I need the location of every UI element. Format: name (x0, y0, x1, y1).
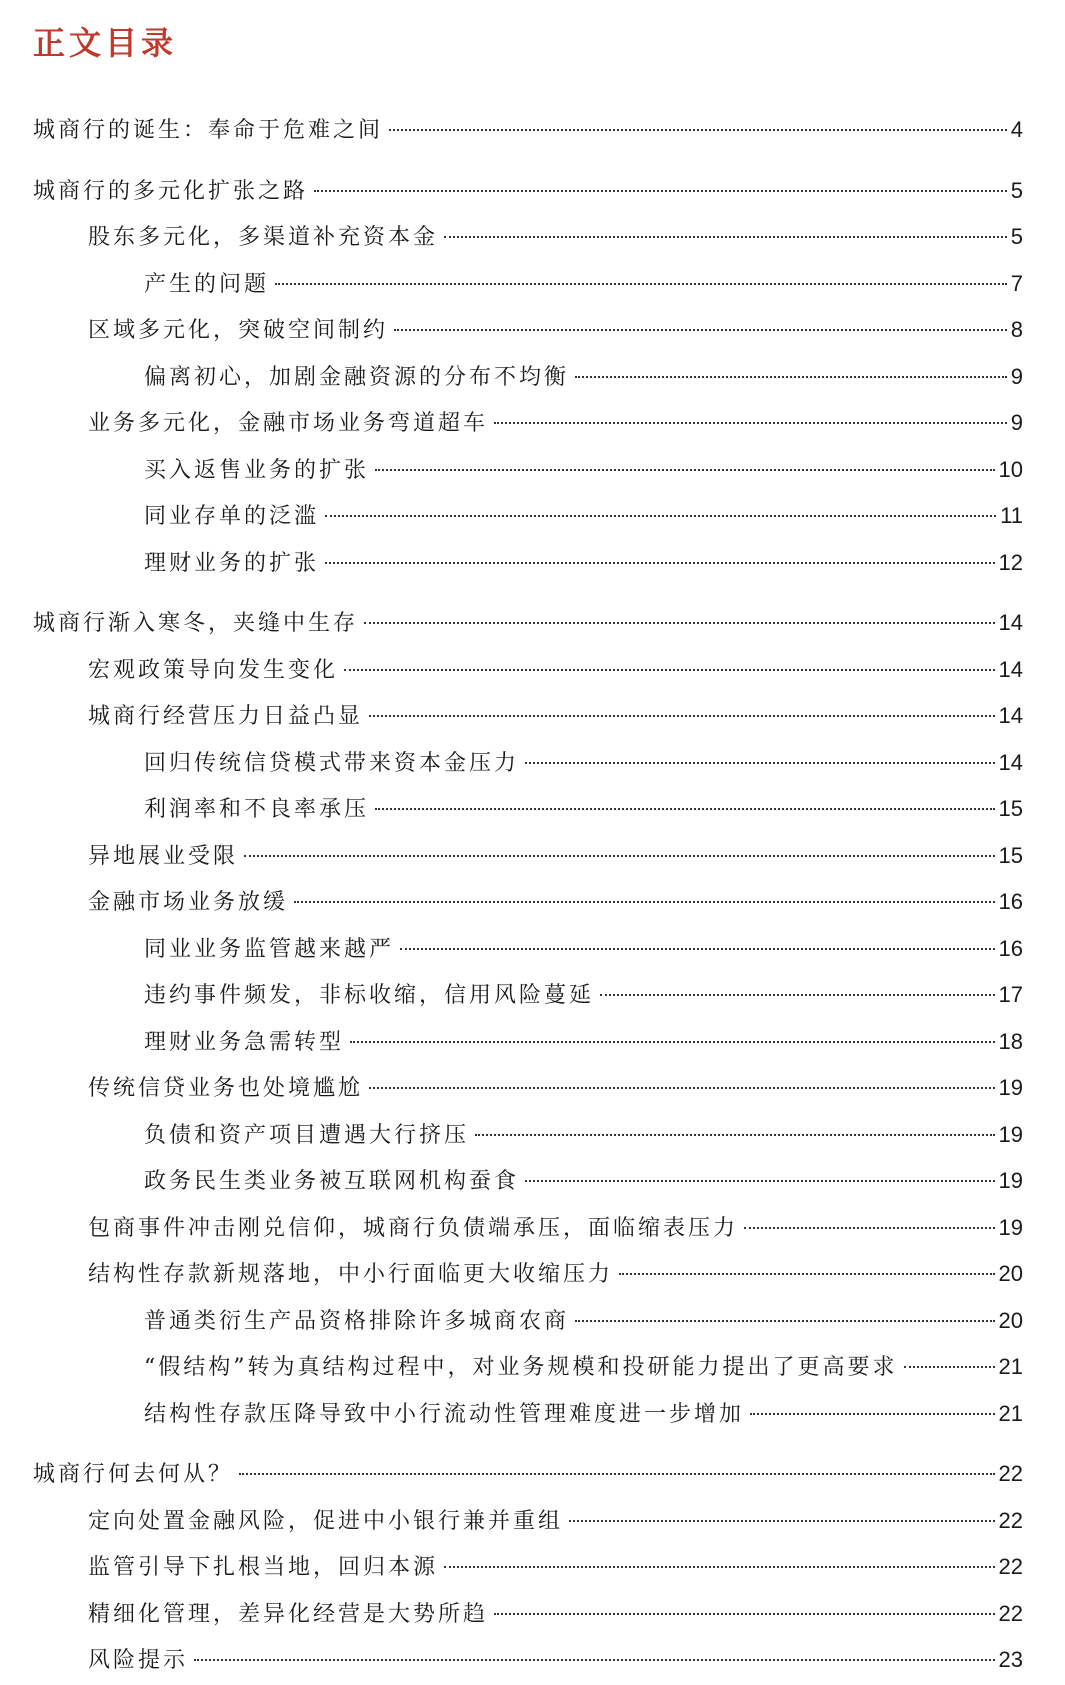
toc-entry[interactable] (33, 1451, 1023, 1498)
toc-leader-dots (750, 1413, 995, 1415)
toc-entry[interactable] (33, 493, 1023, 540)
toc-entry[interactable] (33, 926, 1023, 973)
toc-leader-dots (375, 808, 995, 810)
toc-entry[interactable] (33, 1158, 1023, 1205)
toc-entry[interactable] (33, 833, 1023, 880)
toc-page-number: 22 (998, 1507, 1023, 1533)
toc-page-number: 7 (1010, 270, 1023, 296)
toc-entry[interactable] (33, 693, 1023, 740)
toc-entry-text: 股东多元化，多渠道补充资本金 (88, 225, 439, 250)
toc-entry-text: 政务民生类业务被互联网机构蚕食 (144, 1169, 520, 1194)
toc-entry-text: 产生的问题 (144, 271, 270, 297)
toc-entry[interactable] (33, 307, 1023, 354)
toc-page-number: 14 (998, 703, 1023, 728)
toc-entry-text: 区域多元化，突破空间制约 (88, 318, 389, 343)
toc-page-number: 22 (998, 1600, 1023, 1626)
toc-entry-text: 城商行渐入寒冬，夹缝中生存 (33, 611, 359, 636)
toc-page-number: 16 (998, 889, 1023, 914)
toc-entry[interactable] (33, 786, 1023, 833)
toc-page-number: 11 (1000, 503, 1023, 528)
toc-leader-dots (569, 1520, 995, 1522)
toc-leader-dots (525, 762, 995, 764)
toc-leader-dots (244, 855, 995, 857)
toc-entry-text: 宏观政策导向发生变化 (88, 657, 339, 683)
toc-entry-text: 业务多元化，金融市场业务弯道超车 (88, 411, 489, 436)
toc-entry-text: 风险提示 (88, 1648, 189, 1673)
toc-entry-text: 金融市场业务放缓 (88, 890, 289, 915)
toc-leader-dots (239, 1473, 995, 1475)
toc-leader-dots (575, 376, 1007, 378)
toc-leader-dots (275, 283, 1007, 285)
toc-page-number: 9 (1010, 410, 1023, 435)
toc-page-number: 4 (1010, 117, 1023, 142)
toc-entry-text: 偏离初心，加剧金融资源的分布不均衡 (144, 364, 570, 390)
toc-entry[interactable] (33, 1251, 1023, 1298)
toc-leader-dots (194, 1659, 995, 1661)
toc-page-number: 19 (998, 1075, 1023, 1100)
toc-leader-dots (494, 1613, 995, 1615)
toc-page-number: 22 (998, 1554, 1023, 1579)
toc-entry[interactable] (33, 972, 1023, 1019)
toc-entry-text: 利润率和不良率承压 (144, 797, 370, 822)
toc-leader-dots (394, 329, 1007, 331)
toc-leader-dots (375, 469, 995, 471)
toc-entry-text: 结构性存款新规落地，中小行面临更大收缩压力 (88, 1262, 614, 1287)
toc-leader-dots (350, 1041, 995, 1043)
toc-page-number: 23 (998, 1647, 1023, 1672)
toc-entry[interactable] (33, 354, 1023, 401)
toc-entry[interactable] (33, 1112, 1023, 1159)
toc-entry-text: “假结构”转为真结构过程中，对业务规模和投研能力提出了更高要求 (144, 1355, 898, 1380)
toc-entry-text: 包商事件冲击刚兑信仰，城商行负债端承压，面临缩表压力 (88, 1215, 739, 1241)
toc-leader-dots (325, 562, 995, 564)
toc-page-number: 10 (998, 456, 1023, 482)
toc-leader-dots (744, 1227, 995, 1229)
toc-entry-text: 监管引导下扎根当地，回归本源 (88, 1555, 439, 1580)
toc-entry[interactable] (33, 1498, 1023, 1545)
toc-entry[interactable] (33, 1019, 1023, 1066)
toc-leader-dots (575, 1320, 995, 1322)
toc-page-number: 20 (998, 1261, 1023, 1286)
toc-entry[interactable] (33, 1637, 1023, 1684)
toc-entry[interactable] (33, 740, 1023, 787)
toc-leader-dots (600, 994, 995, 996)
toc-entry[interactable] (33, 647, 1023, 694)
toc-leader-dots (314, 190, 1007, 192)
toc-leader-dots (369, 715, 995, 717)
toc-page-number: 20 (998, 1307, 1023, 1333)
toc-entry-text: 城商行的诞生：奉命于危难之间 (33, 118, 384, 143)
toc-entry-text: 负债和资产项目遭遇大行挤压 (144, 1122, 470, 1148)
toc-page-number: 19 (998, 1214, 1023, 1240)
toc-entry[interactable] (33, 879, 1023, 926)
toc-leader-dots (389, 129, 1007, 131)
toc-page-number: 14 (998, 656, 1023, 682)
toc-entry[interactable] (33, 1298, 1023, 1345)
toc-entry[interactable] (33, 1591, 1023, 1638)
toc-entry[interactable] (33, 1344, 1023, 1391)
toc-page-number: 14 (998, 610, 1023, 635)
toc-entry[interactable] (33, 107, 1023, 154)
toc-page-number: 14 (998, 749, 1023, 775)
toc-page-number: 16 (998, 935, 1023, 961)
toc-page-number: 5 (1010, 224, 1023, 249)
toc-leader-dots (325, 515, 996, 517)
toc-entry-text: 同业业务监管越来越严 (144, 936, 395, 962)
toc-entry[interactable] (33, 168, 1023, 215)
toc-leader-dots (525, 1180, 995, 1182)
toc-entry-text: 异地展业受限 (88, 843, 239, 869)
toc-entry[interactable] (33, 540, 1023, 587)
toc-entry[interactable] (33, 447, 1023, 494)
toc-entry[interactable] (33, 400, 1023, 447)
toc-title: 正文目录 (33, 24, 178, 62)
toc-entry[interactable] (33, 214, 1023, 261)
toc-entry[interactable] (33, 261, 1023, 308)
toc-leader-dots (444, 236, 1007, 238)
toc-page-number: 19 (998, 1121, 1023, 1147)
toc-page-number: 15 (998, 796, 1023, 821)
toc-leader-dots (344, 669, 995, 671)
toc-page-number: 8 (1010, 317, 1023, 342)
toc-page-number: 12 (998, 549, 1023, 575)
toc-page-number: 5 (1010, 177, 1023, 203)
toc-entry-text: 买入返售业务的扩张 (144, 457, 370, 483)
toc-page-number: 22 (998, 1461, 1023, 1486)
toc-entry-text: 城商行的多元化扩张之路 (33, 178, 309, 204)
toc-entry[interactable] (33, 600, 1023, 647)
toc-entry[interactable] (33, 1391, 1023, 1438)
toc-entry[interactable] (33, 1065, 1023, 1112)
toc-entry-text: 定向处置金融风险，促进中小银行兼并重组 (88, 1508, 564, 1534)
toc-entry-text: 理财业务的扩张 (144, 550, 320, 576)
toc-page-number: 18 (998, 1028, 1023, 1054)
toc-leader-dots (400, 948, 995, 950)
toc-page-number: 17 (998, 982, 1023, 1007)
toc-entry-text: 理财业务急需转型 (144, 1029, 345, 1055)
toc-entry[interactable] (33, 1205, 1023, 1252)
toc-leader-dots (369, 1087, 995, 1089)
toc-leader-dots (475, 1134, 995, 1136)
toc-leader-dots (904, 1366, 995, 1368)
toc-leader-dots (364, 622, 995, 624)
toc-entry-text: 违约事件频发，非标收缩，信用风险蔓延 (144, 983, 595, 1008)
toc-entry[interactable] (33, 1544, 1023, 1591)
toc-page-number: 19 (998, 1168, 1023, 1193)
toc-page-number: 21 (998, 1354, 1023, 1379)
toc-entry-text: 城商行何去何从？ (33, 1462, 234, 1487)
toc-page-number: 21 (998, 1400, 1023, 1426)
toc-entry-text: 传统信贷业务也处境尴尬 (88, 1076, 364, 1101)
toc-entry-text: 普通类衍生产品资格排除许多城商农商 (144, 1308, 570, 1334)
toc-entry-text: 同业存单的泛滥 (144, 504, 320, 529)
toc-page-number: 9 (1010, 363, 1023, 389)
toc-list (33, 107, 1023, 1684)
toc-entry-text: 城商行经营压力日益凸显 (88, 704, 364, 729)
toc-page-number: 15 (998, 842, 1023, 868)
toc-entry-text: 结构性存款压降导致中小行流动性管理难度进一步增加 (144, 1401, 745, 1427)
toc-leader-dots (294, 901, 995, 903)
toc-entry-text: 回归传统信贷模式带来资本金压力 (144, 750, 520, 776)
toc-leader-dots (444, 1566, 995, 1568)
toc-leader-dots (494, 422, 1007, 424)
toc-entry-text: 精细化管理，差异化经营是大势所趋 (88, 1601, 489, 1627)
toc-leader-dots (619, 1273, 995, 1275)
